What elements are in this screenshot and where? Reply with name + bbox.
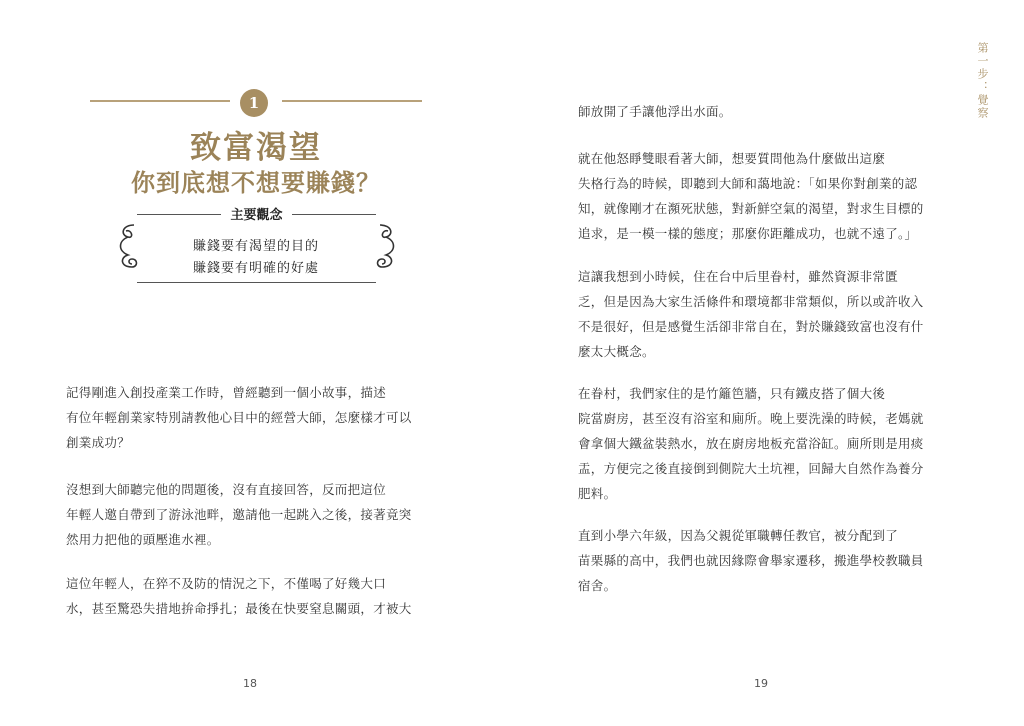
- chapter-rule-right: [282, 100, 422, 102]
- body-paragraph: [578, 99, 958, 124]
- text-line: 會拿個大鐵盆裝熱水，放在廚房地板充當浴缸。廁所則是用痰: [578, 436, 924, 451]
- text-line: 院當廚房，甚至沒有浴室和廁所。晚上要洗澡的時候，老媽就: [578, 411, 924, 426]
- text-line: 盂，方便完之後直接倒到側院大土坑裡，回歸大自然作為養分: [578, 461, 924, 476]
- body-paragraph: [66, 477, 456, 552]
- key-concept-rule-bottom: [137, 282, 376, 283]
- text-line: 年輕人邀自帶到了游泳池畔，邀請他一起跳入之後，接著竟突: [66, 507, 412, 522]
- body-paragraph: [66, 380, 456, 455]
- scroll-ornament-left-icon: [112, 221, 142, 271]
- key-concept-label: 主要觀念: [230, 208, 283, 223]
- text-line: 這讓我想到小時候，住在台中后里眷村，雖然資源非常匱: [578, 269, 899, 284]
- scroll-ornament-right-icon: [372, 221, 402, 271]
- text-line: 追求，是一模一樣的態度；那麼你距離成功，也就不遠了。」: [578, 226, 918, 241]
- text-line: 直到小學六年級，因為父親從軍職轉任教官，被分配到了: [578, 528, 899, 543]
- text-line: 不是很好，但是感覺生活卻非常自在，對於賺錢致富也沒有什: [578, 319, 924, 334]
- key-concept-line-1: 賺錢要有渴望的目的: [192, 239, 319, 254]
- key-concept-rule-top-left: [137, 214, 221, 215]
- text-line: 沒想到大師聽完他的問題後，沒有直接回答，反而把這位: [66, 482, 387, 497]
- page-number-left: 18: [243, 677, 257, 690]
- text-line: 宿舍。: [578, 578, 617, 593]
- text-line: 有位年輕創業家特別請教他心目中的經營大師，怎麼樣才可以: [66, 410, 412, 425]
- text-line: 這位年輕人，在猝不及防的情況之下，不僅喝了好幾大口: [66, 576, 387, 591]
- text-line: 乏，但是因為大家生活條件和環境都非常類似，所以或許收入: [578, 294, 924, 309]
- body-paragraph: [578, 264, 958, 364]
- text-line: 麼太大概念。: [578, 344, 655, 359]
- text-line: 失格行為的時候，即聽到大師和藹地說：「如果你對創業的認: [578, 176, 918, 191]
- body-paragraph: [578, 523, 958, 598]
- body-paragraph: [578, 146, 958, 246]
- text-line: 師放開了手讓他浮出水面。: [578, 104, 732, 119]
- chapter-rule-left: [90, 100, 230, 102]
- text-line: 記得剛進入創投產業工作時，曾經聽到一個小故事，描述: [66, 385, 387, 400]
- chapter-subtitle: 你到底想不想要賺錢？: [131, 168, 381, 197]
- chapter-number-badge: 1: [240, 89, 268, 117]
- text-line: 創業成功？: [66, 435, 131, 450]
- text-line: 肥料。: [578, 486, 617, 501]
- body-paragraph: [66, 571, 456, 621]
- key-concept-line-2: 賺錢要有明確的好處: [192, 261, 319, 276]
- text-line: 苗栗縣的高中，我們也就因緣際會舉家遷移，搬進學校教職員: [578, 553, 924, 568]
- text-line: 在眷村，我們家住的是竹籬笆牆，只有鐵皮搭了個大後: [578, 386, 886, 401]
- text-line: 就在他怒睜雙眼看著大師，想要質問他為什麼做出這麼: [578, 151, 886, 166]
- text-line: 水，甚至驚恐失措地拚命掙扎；最後在快要窒息關頭，才被大: [66, 601, 412, 616]
- key-concept-rule-top-right: [292, 214, 376, 215]
- text-line: 然用力把他的頭壓進水裡。: [66, 532, 220, 547]
- body-paragraph: [578, 381, 958, 506]
- text-line: 知，就像剛才在瀕死狀態，對新鮮空氣的渴望，對求生目標的: [578, 201, 924, 216]
- page-number-right: 19: [754, 677, 768, 690]
- chapter-title: 致富渴望: [190, 130, 322, 166]
- running-header-vertical: 第一步：覺察: [976, 42, 989, 120]
